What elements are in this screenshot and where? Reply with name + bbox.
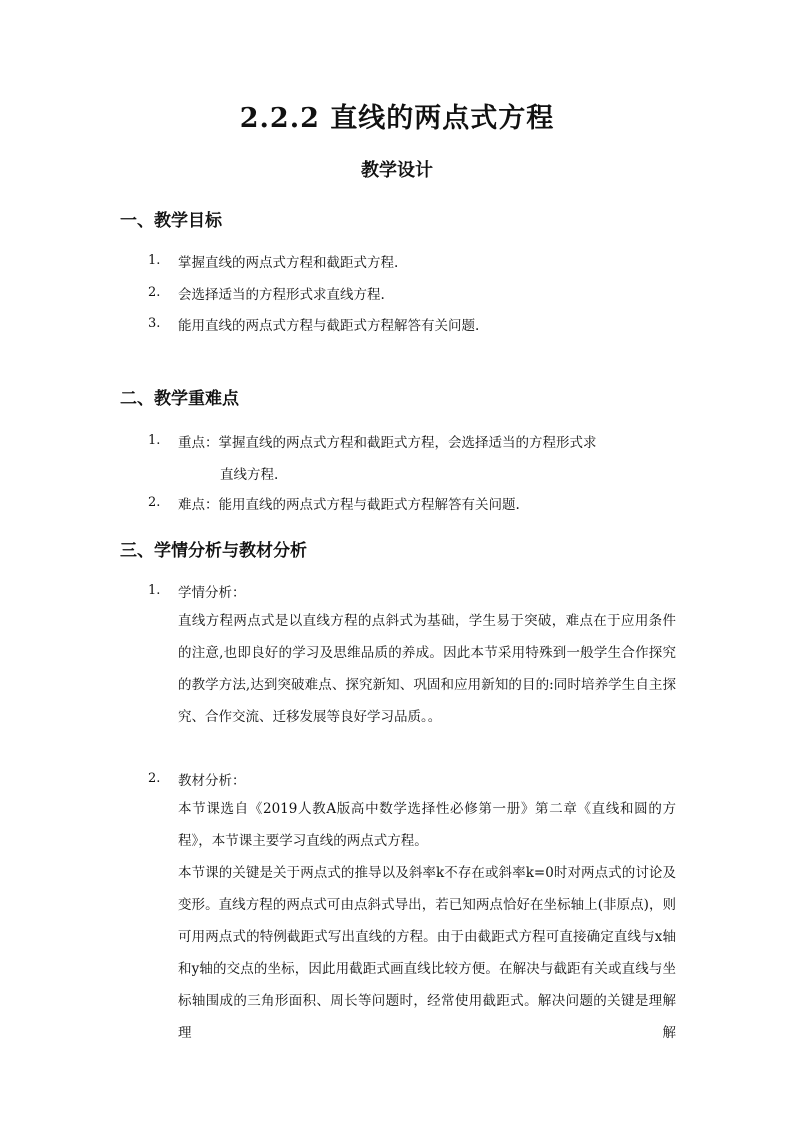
list-item-text: 会选择适当的方程形式求直线方程. <box>178 287 385 303</box>
list-item-number: 1. <box>148 433 161 448</box>
paragraph-textbook-analysis-1: 本节课选自《2019人教A版高中数学选择性必修第一册》第二章《直线和圆的方程》，本节课主要学习直线的两点式方程。 <box>178 801 676 849</box>
subsection-label: 学情分析： <box>178 585 246 601</box>
list-item-text: 掌握直线的两点式方程和截距式方程. <box>178 255 399 271</box>
list-item-number: 2. <box>148 495 161 510</box>
list-item-number: 2. <box>148 771 161 786</box>
subsection-label: 教材分析： <box>178 773 246 789</box>
page-title: 2.2.2 直线的两点式方程 <box>239 103 555 134</box>
section-heading-key-points: 二、教学重难点 <box>120 389 239 409</box>
list-item-text: 能用直线的两点式方程与截距式方程解答有关问题. <box>178 318 480 334</box>
page-subtitle: 教学设计 <box>361 160 433 181</box>
paragraph-textbook-analysis-2: 本节课的关键是关于两点式的推导以及斜率k不存在或斜率k=0时对两点式的讨论及变形。直线方程的两点式可由点斜式导出，若已知两点恰好在坐标轴上(非原点)，则可用两点式的特例截距式写出直线的方程。由于由截距式方程可直接确定直线与x轴和y轴的交点的坐标，因此用截距式画直线比较方便。在解决与截距有关或直线与坐标轴围成的三角形面积、周长等问题时，经常使用截距式。解决问题的关键是理解理解 <box>178 865 676 1041</box>
list-item-number: 2. <box>148 285 161 300</box>
list-item-number: 1. <box>148 583 161 598</box>
section-heading-analysis: 三、学情分析与教材分析 <box>120 541 307 561</box>
list-item-continuation: 直线方程. <box>220 467 279 483</box>
list-item-text: 重点：掌握直线的两点式方程和截距式方程，会选择适当的方程形式求 <box>178 435 597 451</box>
list-item-text: 难点：能用直线的两点式方程与截距式方程解答有关问题. <box>178 497 520 513</box>
list-item-number: 1. <box>148 253 161 268</box>
section-heading-objectives: 一、教学目标 <box>120 211 222 231</box>
paragraph-student-analysis: 直线方程两点式是以直线方程的点斜式为基础，学生易于突破，难点在于应用条件的注意,也即良好的学习及思维品质的养成。因此本节采用特殊到一般学生合作探究的教学方法,达到突破难点、探究新知、巩固和应用新知的目的:同时培养学生自主探究、合作交流、迁移发展等良好学习品质。。 <box>178 613 676 725</box>
list-item-number: 3. <box>148 316 161 331</box>
